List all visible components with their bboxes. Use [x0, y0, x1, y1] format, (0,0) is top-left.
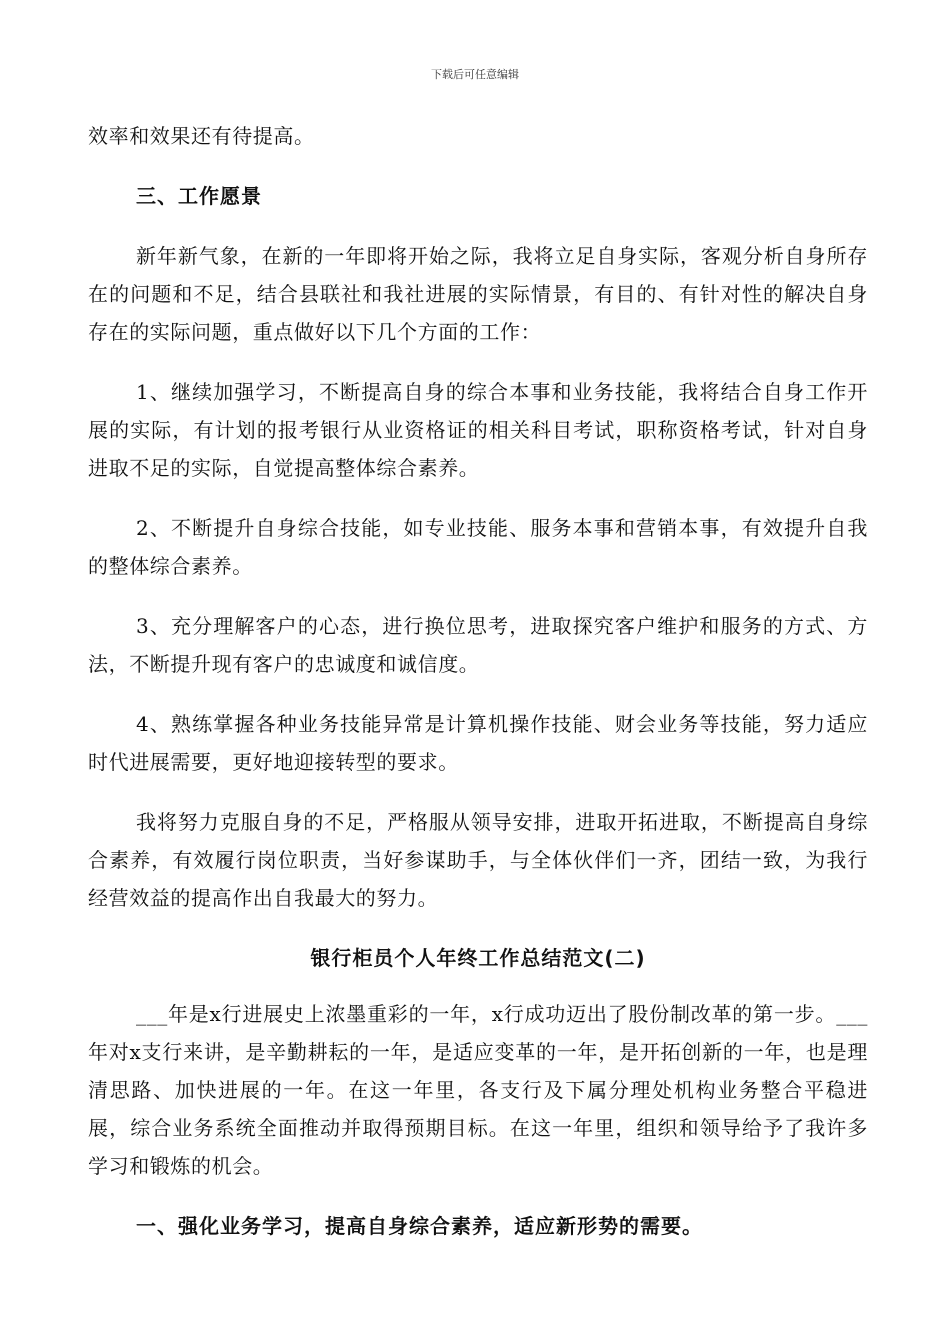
- section-heading-one: 一、强化业务学习，提高自身综合素养，适应新形势的需要。: [136, 1214, 703, 1238]
- paragraph-item-1: 1、继续加强学习，不断提高自身的综合本事和业务技能，我将结合自身工作开展的实际，有计划的报考银行从业资格证的相关科目考试，职称资格考试，针对自身进取不足的实际，自觉提高整体综合素养。: [88, 380, 868, 480]
- paragraph-conclusion: 我将努力克服自身的不足，严格服从领导安排，进取开拓进取，不断提高自身综合素养，有效履行岗位职责，当好参谋助手，与全体伙伴们一齐，团结一致，为我行经营效益的提高作出自我最大的努力。: [88, 810, 868, 910]
- paragraph-item-4: 4、熟练掌握各种业务技能异常是计算机操作技能、财会业务等技能，努力适应时代进展需要，更好地迎接转型的要求。: [88, 712, 868, 774]
- paragraph-item-3: 3、充分理解客户的心态，进行换位思考，进取探究客户维护和服务的方式、方法，不断提升现有客户的忠诚度和诚信度。: [88, 614, 868, 676]
- paragraph-continuation: 效率和效果还有待提高。: [88, 124, 315, 148]
- article-title: 银行柜员个人年终工作总结范文(二): [310, 946, 646, 970]
- document-body: [88, 117, 868, 1267]
- section-heading-vision: 三、工作愿景: [136, 184, 262, 208]
- paragraph-article-intro: ___年是x行进展史上浓墨重彩的一年，x行成功迈出了股份制改革的第一步。___年对x支行来讲，是辛勤耕耘的一年，是适应变革的一年，是开拓创新的一年，也是理清思路、加快进展的一年。在这一年里，各支行及下属分理处机构业务整合平稳进展，综合业务系统全面推动并取得预期目标。在这一年里，组织和领导给予了我许多学习和锻炼的机会。: [88, 1002, 868, 1178]
- paragraph-intro: 新年新气象，在新的一年即将开始之际，我将立足自身实际，客观分析自身所存在的问题和不足，结合县联社和我社进展的实际情景，有目的、有针对性的解决自身存在的实际问题，重点做好以下几个方面的工作：: [88, 244, 868, 344]
- header-note: 下载后可任意编辑: [431, 68, 519, 81]
- paragraph-item-2: 2、不断提升自身综合技能，如专业技能、服务本事和营销本事，有效提升自我的整体综合素养。: [88, 516, 868, 578]
